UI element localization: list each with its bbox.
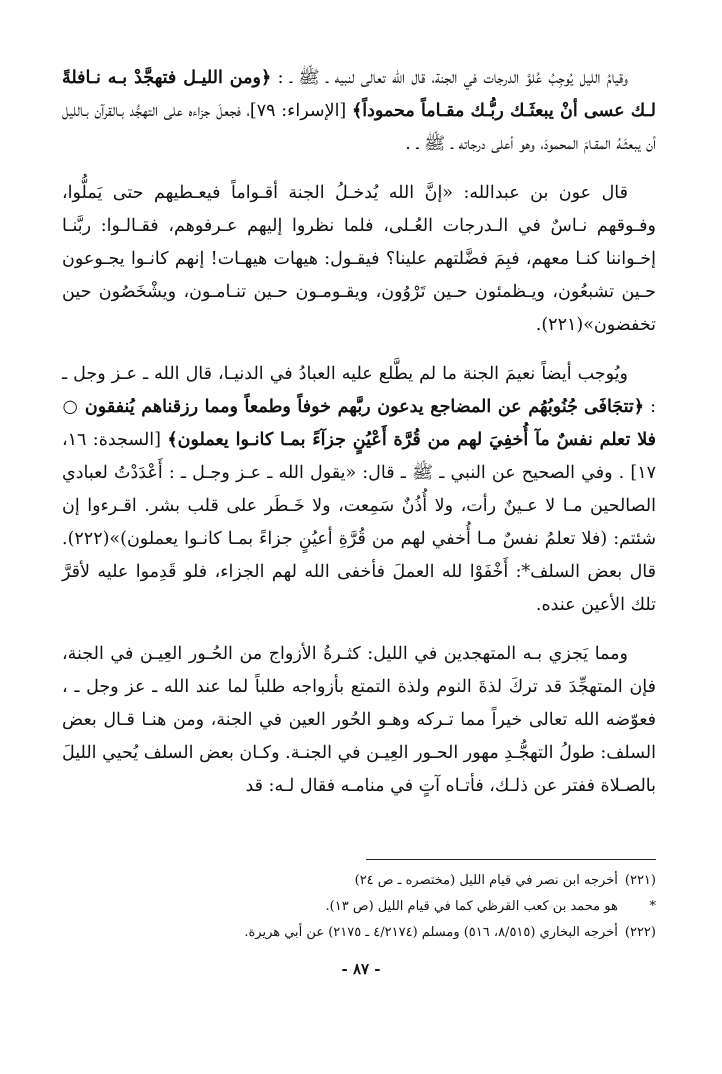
footnotes — [62, 868, 656, 946]
paragraph-awn-quote — [62, 177, 656, 342]
page-number: - ٨٧ - — [341, 960, 381, 978]
paragraph-paradise-bliss — [62, 358, 656, 622]
paragraph-text: ويُوجب أيضاً نعيمَ الجنة ما لم يطَّلع عليه العبادُ في الدنيـا، قال الله ـ عـز وجل ـ : — [62, 364, 656, 417]
footnote-marker: (٢٢٢) — [624, 925, 656, 940]
paragraph-text: [الإسراء: ٧٩]، فجعلَ جزاءه على التهجُّد بـالقرآن بـالليل أن يبعثَـهُ المقـامَ المحمودَ، وهو أعلى درجاته ـ ﷺ ـ . — [62, 101, 656, 154]
paragraph-spouses — [62, 638, 656, 803]
footnote-text: أخرجه ابن نصر في قيام الليل (مختصره ـ ص ٢٤) — [354, 873, 618, 888]
footnote-marker: (٢٢١) — [624, 873, 656, 888]
quran-verse: ﴿ومن الليـل فتهجَّدْ بـه نـافلةً لـك عسى أنْ يبعثَـك ربُّـك مقـاماً محموداً﴾ — [62, 68, 656, 121]
quran-verse: ﴿تتجَافَى جُنُوبُهُم عن المضاجع يدعون ربَّهم خوفاً وطمعاً ومما رزقناهم يُنفقون ○ فلا تعلم نفسٌ مآ أُخفِيَ لهم من قُرَّة أَعْيُنٍ جزآءً بمـا كانـوا يعملون﴾ — [62, 397, 657, 450]
paragraph-text: ومما يَجزي بـه المتهجدين في الليل: كثـرةُ الأزواج من الحُـور العِيـن في الجنة، فإن المتهجِّدَ قد تركَ لذةَ النوم ولذة التمتع بأزواجه طلباً لما عند الله ـ عز وجل ـ ، فعوّضه الله تعالى خيراً مما تـركه وهـو الحُور العين في الجنة، ومن هنـا قـال بعض السلف: طولُ التهجُّـدِ مهور الحـور العِيـن في الجنـة. وكـان بعض السلف يُحيي الليلَ بالصـلاة ففتر عن ذلـك، فأتـاه آتٍ في منامـه فقال لـه: قد — [62, 644, 656, 796]
footnote-text: أخرجه البخاري (٨/٥١٥، ٥١٦) ومسلم (٤/٢١٧٤ ـ ٢١٧٥) عن أبي هريرة. — [244, 925, 618, 940]
paragraph-text: وقيامُ الليل يُوجِبُ عُلوَّ الدرجات في الجنة، قال الله تعالى لنبيه ـ ﷺ ـ : — [271, 68, 628, 88]
paragraph-text: [السجدة: ١٦، ١٧] . وفي الصحيح عن النبي ـ ﷺ ـ قال: «يقول الله ـ عـز وجـل ـ : أَعْدَدْتُ لعبادي الصالحين مـا لا عـينٌ رأت، ولا أُذُنٌ سَمِعت، ولا خَـطَر على قلب بشر. اقـرءوا إن شئتم: (فلا تعلمُ نفسٌ مـا أُخفي لهم من قُرَّةِ أعيُنٍ جزاءً بمـا كانـوا يعملون)»(٢٢٢). قال بعض السلف*: أَخْفَوْا لله العملَ فأخفى الله لهم الجزاء، فلو قَدِموا عليه لأقرَّ تلك الأعين عنده. — [62, 430, 656, 615]
paragraph-night-prayer — [62, 62, 656, 161]
paragraph-text: قال عون بن عبدالله: «إنَّ الله يُدخـلُ الجنة أقـواماً فيعـطيهم حتى يَملُّوا، وفـوقهم نـاسٌ في الـدرجات العُـلى، فلما نظروا إليهم عـرفوهم، فقـالـوا: ربَّنـا إخـواننا كنـا معهم، فبِمَ فضَّلتهم علينا؟ فيقـول: هيهات هيهـات! إنهم كانـوا يجـوعون حـين تشبعُون، ويـظمئون حـين تَرْوُون، ويقـومـون حـين تنـامـون، ويشْخَصُون حين تخفضون»(٢٢١). — [62, 183, 656, 335]
footnote-text: هو محمد بن كعب القرظي كما في قيام الليل (ص ١٣). — [325, 899, 618, 914]
footnote-221 — [62, 868, 656, 894]
footnote-divider — [366, 859, 656, 860]
footnote-marker: * — [649, 899, 656, 914]
footnote-star — [62, 894, 656, 920]
footnote-222 — [62, 920, 656, 946]
